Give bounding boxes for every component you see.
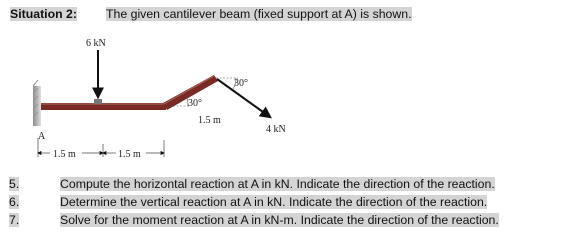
inclined-length-label: 1.5 m	[198, 115, 221, 126]
inclined-load-label: 4 kN	[266, 124, 286, 135]
question-7-text: Solve for the moment reaction at A in kN-m. Indicate the direction of the reaction.	[60, 213, 499, 227]
question-5-text: Compute the horizontal reaction at A in kN. Indicate the direction of the reaction.	[60, 177, 495, 191]
question-6-text: Determine the vertical reaction at A in kN. Indicate the direction of the reaction.	[60, 195, 488, 209]
bend-angle-label: 30°	[188, 98, 202, 109]
beam-horizontal	[41, 103, 166, 110]
situation-label: Situation 2:	[10, 7, 77, 21]
question-6-number: 6.	[9, 195, 20, 209]
load-plate	[94, 99, 102, 104]
dimension-1-label: 1.5 m	[53, 149, 76, 160]
question-7-number: 7.	[9, 213, 20, 227]
vertical-load-label: 6 kN	[86, 38, 106, 49]
support-a-label: A	[38, 131, 46, 142]
question-5-number: 5.	[9, 177, 20, 191]
fixed-support	[33, 80, 41, 126]
load-angle-label: 30°	[234, 78, 248, 89]
dimension-2-label: 1.5 m	[118, 149, 141, 160]
situation-title: The given cantilever beam (fixed support at A) is shown.	[106, 7, 412, 21]
